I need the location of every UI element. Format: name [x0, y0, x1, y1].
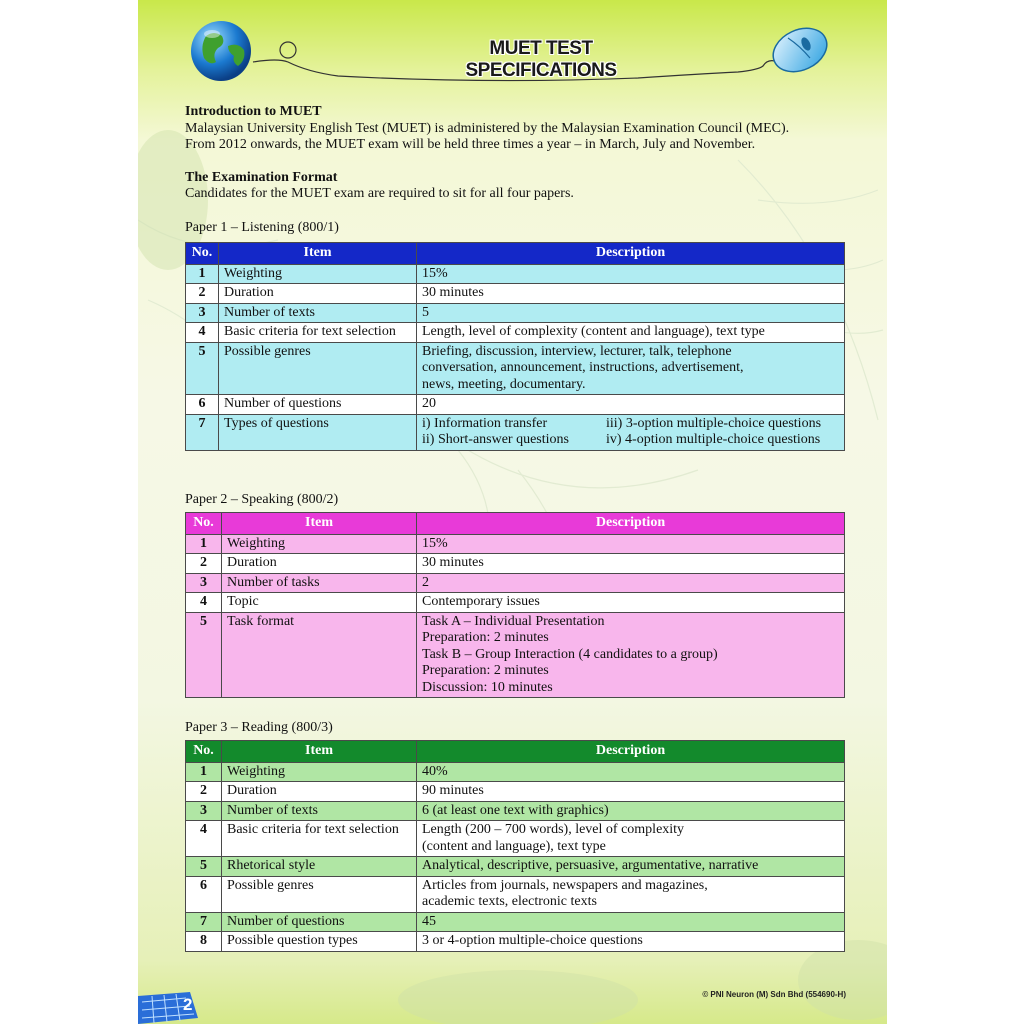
- page-title: MUET TEST SPECIFICATIONS: [465, 38, 617, 81]
- row-item: Task format: [222, 612, 417, 698]
- question-type: iv) 4-option multiple-choice questions: [606, 432, 821, 447]
- row-number: 2: [186, 782, 222, 802]
- row-number: 3: [186, 801, 222, 821]
- description-line: conversation, announcement, instructions, advertisement,: [422, 360, 744, 375]
- row-item: Basic criteria for text selection: [219, 323, 417, 343]
- paper2-caption: Paper 2 – Speaking (800/2): [185, 492, 339, 507]
- paper3-header-item: Item: [222, 741, 417, 763]
- row-description: 30 minutes: [417, 284, 845, 304]
- paper1-table: [185, 242, 845, 451]
- description-line: academic texts, electronic texts: [422, 894, 597, 909]
- row-item: Duration: [219, 284, 417, 304]
- table-row: [186, 284, 845, 304]
- table-row: [186, 857, 845, 877]
- row-description: 20: [417, 395, 845, 415]
- row-item: Number of questions: [222, 912, 417, 932]
- row-description: 90 minutes: [417, 782, 845, 802]
- row-description: 2: [417, 573, 845, 593]
- paper2-table: [185, 512, 845, 698]
- format-text: Candidates for the MUET exam are required to sit for all four papers.: [185, 186, 574, 201]
- description-line: Preparation: 2 minutes: [422, 663, 549, 678]
- description-line: Task A – Individual Presentation: [422, 613, 605, 629]
- row-number: 1: [186, 264, 219, 284]
- row-number: 7: [186, 414, 219, 450]
- row-item: Number of questions: [219, 395, 417, 415]
- table-row: [186, 821, 845, 857]
- row-item: Possible question types: [222, 932, 417, 952]
- row-description: 45: [417, 912, 845, 932]
- row-number: 1: [186, 534, 222, 554]
- row-description: 30 minutes: [417, 554, 845, 574]
- row-item: Possible genres: [219, 342, 417, 395]
- row-item: Types of questions: [219, 414, 417, 450]
- table-row: [186, 932, 845, 952]
- row-number: 2: [186, 554, 222, 574]
- paper2-header-no: No.: [186, 513, 222, 535]
- row-description: 15%: [417, 264, 845, 284]
- description-line: Task B – Group Interaction (4 candidates to a group): [422, 646, 718, 662]
- paper3-table: [185, 740, 845, 952]
- row-description: 5: [417, 303, 845, 323]
- question-types-list: [422, 416, 839, 449]
- paper1-caption: Paper 1 – Listening (800/1): [185, 220, 339, 235]
- row-item: Topic: [222, 593, 417, 613]
- row-number: 6: [186, 876, 222, 912]
- copyright-notice: © PNI Neuron (M) Sdn Bhd (554690-H): [702, 990, 846, 999]
- question-type: iii) 3-option multiple-choice questions: [606, 415, 822, 431]
- row-number: 5: [186, 857, 222, 877]
- row-description: [417, 821, 845, 857]
- table-row: [186, 612, 845, 698]
- intro-line-1: Malaysian University English Test (MUET) is administered by the Malaysian Examination Council (MEC).: [185, 120, 790, 136]
- row-item: Weighting: [222, 762, 417, 782]
- question-type: ii) Short-answer questions: [422, 432, 569, 447]
- row-item: Number of texts: [222, 801, 417, 821]
- description-line: Discussion: 10 minutes: [422, 679, 553, 695]
- row-number: 3: [186, 303, 219, 323]
- table-row: [186, 534, 845, 554]
- description-line: news, meeting, documentary.: [422, 376, 586, 392]
- paper3-caption: Paper 3 – Reading (800/3): [185, 720, 333, 735]
- row-number: 1: [186, 762, 222, 782]
- intro-section: [185, 104, 845, 203]
- row-description: [417, 876, 845, 912]
- intro-line-2: From 2012 onwards, the MUET exam will be held three times a year – in March, July and November.: [185, 137, 756, 152]
- row-description: [417, 414, 845, 450]
- row-description: 40%: [417, 762, 845, 782]
- table-row: [186, 573, 845, 593]
- question-type: i) Information transfer: [422, 415, 548, 431]
- description-line: Preparation: 2 minutes: [422, 630, 549, 645]
- row-description: 3 or 4-option multiple-choice questions: [417, 932, 845, 952]
- row-number: 6: [186, 395, 219, 415]
- format-heading: The Examination Format: [185, 169, 338, 185]
- paper1-header-description: Description: [417, 243, 845, 265]
- row-description: [417, 612, 845, 698]
- table-row: [186, 323, 845, 343]
- table-row: [186, 554, 845, 574]
- row-item: Duration: [222, 554, 417, 574]
- row-item: Weighting: [222, 534, 417, 554]
- row-number: 2: [186, 284, 219, 304]
- table-row: [186, 593, 845, 613]
- description-line: (content and language), text type: [422, 838, 606, 854]
- row-number: 4: [186, 593, 222, 613]
- table-row: [186, 395, 845, 415]
- paper1-header-item: Item: [219, 243, 417, 265]
- document-page: [138, 0, 887, 1024]
- page-number: 2: [183, 995, 193, 1014]
- row-description: Length, level of complexity (content and language), text type: [417, 323, 845, 343]
- row-number: 5: [186, 342, 219, 395]
- row-number: 5: [186, 612, 222, 698]
- description-line: Briefing, discussion, interview, lecturer, talk, telephone: [422, 343, 732, 359]
- row-number: 3: [186, 573, 222, 593]
- table-row: [186, 264, 845, 284]
- description-line: Length (200 – 700 words), level of complexity: [422, 822, 685, 837]
- table-row: [186, 342, 845, 395]
- row-item: Weighting: [219, 264, 417, 284]
- row-number: 8: [186, 932, 222, 952]
- computer-mouse-icon: [766, 24, 832, 76]
- row-item: Possible genres: [222, 876, 417, 912]
- paper3-header-description: Description: [417, 741, 845, 763]
- row-description: 15%: [417, 534, 845, 554]
- row-number: 7: [186, 912, 222, 932]
- row-description: 6 (at least one text with graphics): [417, 801, 845, 821]
- row-description: Analytical, descriptive, persuasive, argumentative, narrative: [417, 857, 845, 877]
- row-item: Basic criteria for text selection: [222, 821, 417, 857]
- paper2-header-item: Item: [222, 513, 417, 535]
- table-row: [186, 303, 845, 323]
- row-item: Duration: [222, 782, 417, 802]
- table-row: [186, 762, 845, 782]
- row-item: Rhetorical style: [222, 857, 417, 877]
- row-item: Number of tasks: [222, 573, 417, 593]
- globe-icon: [188, 16, 258, 86]
- row-item: Number of texts: [219, 303, 417, 323]
- table-row: [186, 801, 845, 821]
- paper3-header-no: No.: [186, 741, 222, 763]
- description-line: Articles from journals, newspapers and magazines,: [422, 877, 708, 893]
- paper2-header-description: Description: [417, 513, 845, 535]
- table-row: [186, 912, 845, 932]
- intro-heading: Introduction to MUET: [185, 104, 322, 119]
- row-number: 4: [186, 821, 222, 857]
- row-description: Contemporary issues: [417, 593, 845, 613]
- table-row: [186, 782, 845, 802]
- paper1-header-no: No.: [186, 243, 219, 265]
- table-row: [186, 876, 845, 912]
- row-description: [417, 342, 845, 395]
- row-number: 4: [186, 323, 219, 343]
- table-row: [186, 414, 845, 450]
